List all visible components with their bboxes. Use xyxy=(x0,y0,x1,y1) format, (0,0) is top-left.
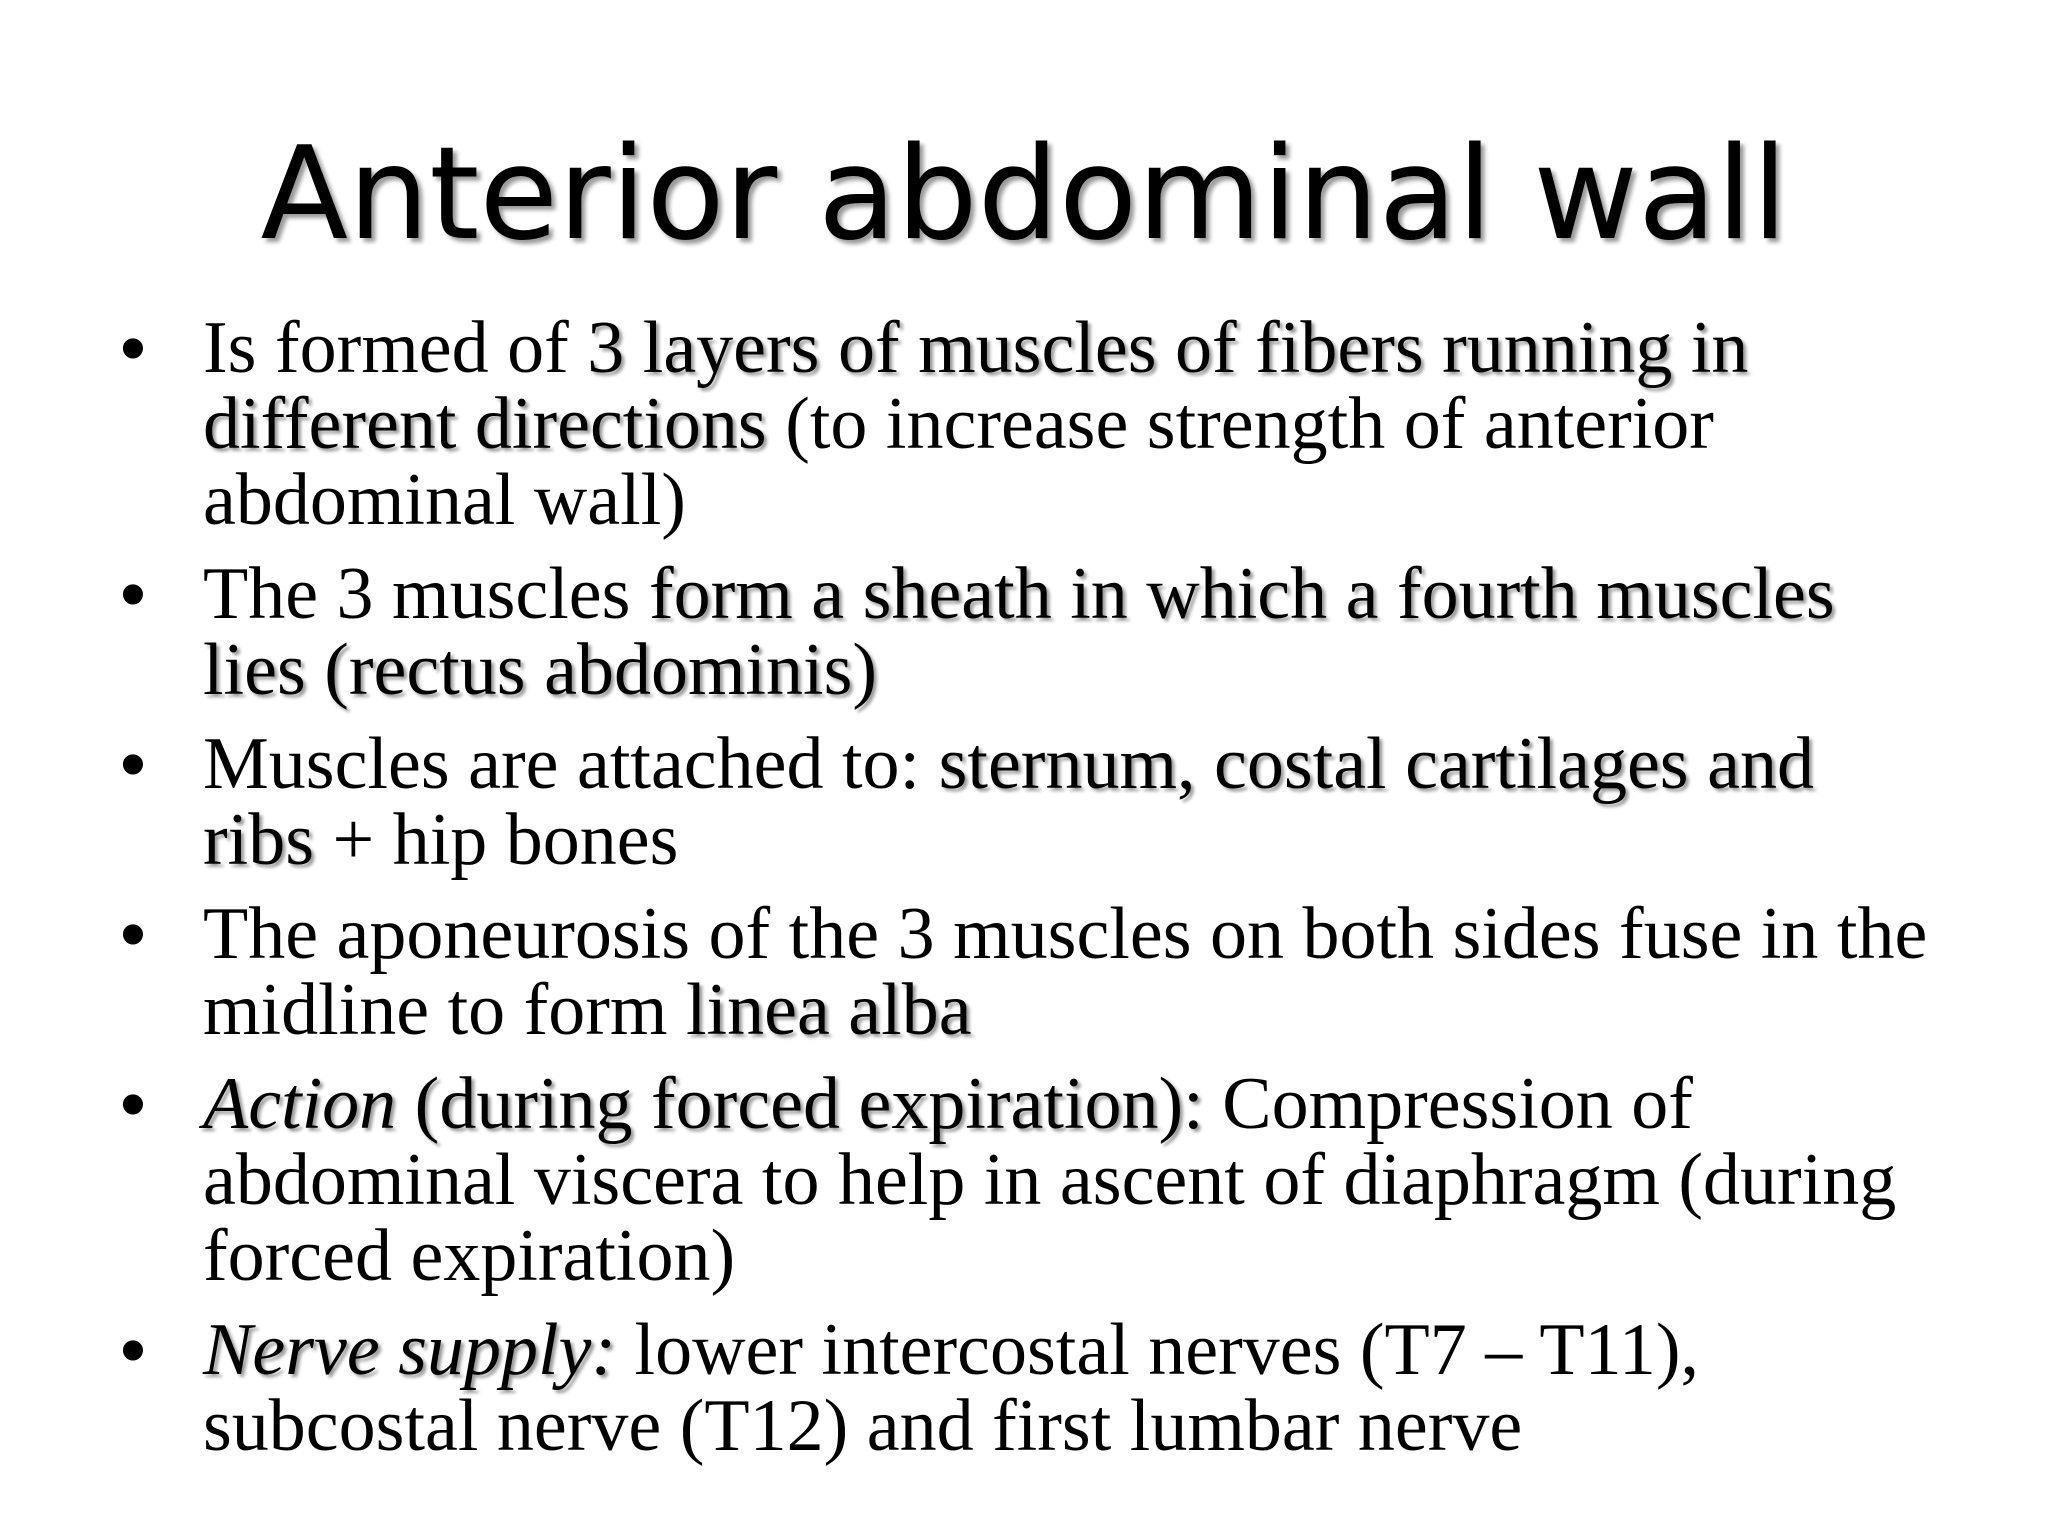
bullet-item-aponeurosis xyxy=(120,892,1940,1051)
bullet-item-action xyxy=(120,1062,1940,1297)
bullet-text-part: Compression of abdominal viscera to help in ascent of diaphragm (during forced expiration) xyxy=(203,1063,1897,1297)
bullet-marker: • xyxy=(120,306,146,389)
bullet-text-part: Is formed of xyxy=(203,307,588,389)
bullet-text-emphasis: linea alba xyxy=(686,969,972,1051)
bullet-list xyxy=(120,306,1940,1482)
bullet-text-label: Nerve supply: xyxy=(203,1309,617,1391)
bullet-item-layers xyxy=(120,306,1940,541)
bullet-marker: • xyxy=(120,722,146,805)
bullet-text-label: Action xyxy=(203,1063,397,1145)
bullet-text-part: lower intercostal nerves (T7 – T11), subcostal nerve (T12) and first lumbar nerve xyxy=(203,1309,1699,1467)
bullet-marker: • xyxy=(120,1062,146,1145)
bullet-text-part: (to increase strength of anterior abdominal wall) xyxy=(203,383,1714,541)
bullet-item-nerve-supply xyxy=(120,1308,1940,1467)
bullet-marker: • xyxy=(120,892,146,975)
bullet-text-emphasis: 3 layers of muscles of fibers running in different directions xyxy=(203,307,1749,465)
bullet-text-part: The aponeurosis of the 3 muscles on both sides fuse in the midline to form xyxy=(203,893,1928,1051)
bullet-text-part: The 3 muscles xyxy=(203,553,649,635)
slide-title: Anterior abdominal wall xyxy=(260,120,1788,269)
bullet-marker: • xyxy=(120,1308,146,1391)
bullet-text-part: + hip bones xyxy=(314,799,679,881)
bullet-text-emphasis: (during forced expiration): xyxy=(396,1063,1204,1145)
bullet-item-attachments xyxy=(120,722,1940,881)
bullet-text-emphasis: form a sheath in which a fourth muscles lies (rectus abdominis) xyxy=(203,553,1835,711)
bullet-text-part: Muscles are attached to: xyxy=(203,723,939,805)
bullet-marker: • xyxy=(120,552,146,635)
bullet-text-emphasis: sternum, costal cartilages and ribs xyxy=(203,723,1814,881)
bullet-item-sheath xyxy=(120,552,1940,711)
